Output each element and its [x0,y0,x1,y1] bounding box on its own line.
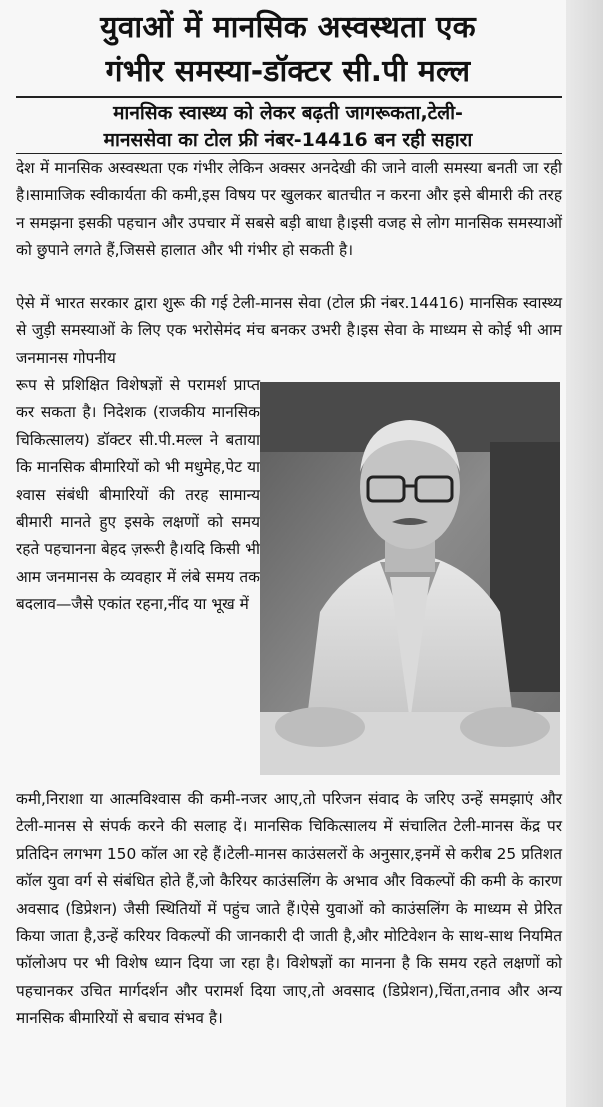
subheadline [14,100,562,154]
paragraph-tele-manas: ऐसे में भारत सरकार द्वारा शुरू की गई टेली-मानस सेवा (टोल फ्री नंबर.14416) मानसिक स्वास्थ्य से जुड़ी समस्याओं के लिए एक भरोसेमंद मंच बनकर उभरी है।इस सेवा के माध्यम से कोई भी आम जनमानस गोपनीय [16,294,562,367]
portrait-image [260,382,560,775]
doctor-photo [260,382,560,775]
page-edge [566,0,603,1107]
headline-line-1: युवाओं में मानसिक अस्वस्थता एक [100,10,476,45]
headline-line-2: गंभीर समस्या-डॉक्टर सी.पी मल्ल [105,54,471,89]
divider [16,96,562,98]
paragraph-counselling: कमी,निराशा या आत्मविश्वास की कमी-नजर आए,तो परिजन संवाद के जरिए उन्हें समझाएं और टेली-मानस से संपर्क करने की सलाह दें। मानसिक चिकित्सालय में संचालित टेली-मानस केंद्र पर प्रतिदिन लगभग 150 कॉल आ रहे हैं।टेली-मानस काउंसलरों के अनुसार,इनमें से करीब 25 प्रतिशत कॉल युवा वर्ग से संबंधित होते हैं,जो कैरियर काउंसलिंग के अभाव और विकल्पों की कमी के कारण अवसाद (डिप्रेशन) जैसी स्थितियों में पहुंच जाते हैं।ऐसे युवाओं को काउंसलिंग के माध्यम से प्रेरित किया जाता है,उन्हें करियर विकल्पों की जानकारी दी जाती है,और मोटिवेशन के साथ-साथ नियमित फॉलोअप पर भी विशेष ध्यान दिया जा रहा है। विशेषज्ञों का मानना है कि समय रहते लक्षणों को पहचानकर उचित मार्गदर्शन और परामर्श दिया जाए,तो अवसाद (डिप्रेशन),चिंता,तनाव और अन्य मानसिक बीमारियों से बचाव संभव है। [16,790,562,1028]
paragraph-intro: देश में मानसिक अस्वस्थता एक गंभीर लेकिन अक्सर अनदेखी की जाने वाली समस्या बनती जा रही है।सामाजिक स्वीकार्यता की कमी,इस विषय पर खुलकर बातचीत न करना और इसे बीमारी की तरह न समझना इसकी पहचान और उपचार में सबसे बड़ी बाधा है।इसी वजह से लोग मानसिक समस्याओं को छुपाने लगते हैं,जिससे हालात और भी गंभीर हो सकती है। [16,159,562,260]
paragraph-doctor-quote: रूप से प्रशिक्षित विशेषज्ञों से परामर्श प्राप्त कर सकता है। निदेशक (राजकीय मानसिक चिकित्सालय) डॉक्टर सी.पी.मल्ल ने बताया कि मानसिक बीमारियों को भी मधुमेह,पेट या श्वास संबंधी बीमारियों की तरह सामान्य बीमारी मानते हुए इसके लक्षणों को समय रहते पहचानना बेहद ज़रूरी है।यदि किसी भी आम जनमानस के व्यवहार में लंबे समय तक बदलाव—जैसे एकांत रहना,नींद या भूख में [16,376,260,614]
headline [14,6,562,94]
subhead-line-2: मानससेवा का टोल फ्री नंबर-14416 बन रही सहारा [103,129,473,151]
subhead-line-1: मानसिक स्वास्थ्य को लेकर बढ़ती जागरूकता,टेली- [113,102,463,124]
divider [16,153,562,154]
